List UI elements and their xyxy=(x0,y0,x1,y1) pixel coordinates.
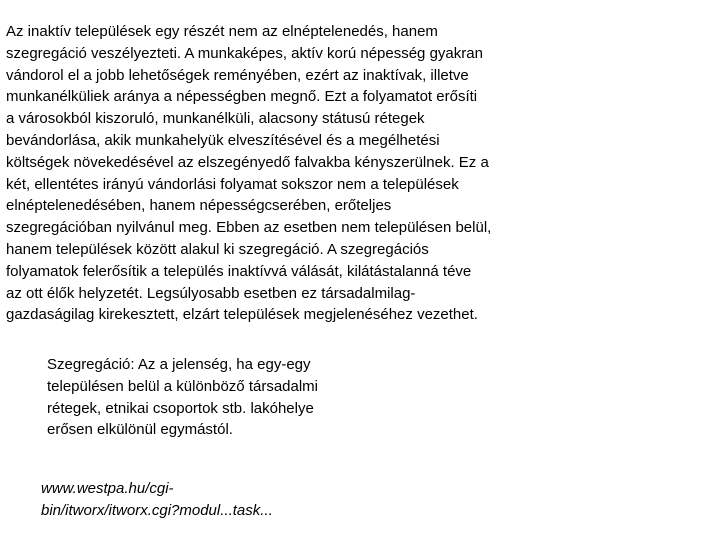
paragraph-line: vándorol el a jobb lehetőségek reményében, ezért az inaktívak, illetve xyxy=(6,66,469,84)
definition-line: Szegregáció: Az a jelenség, ha egy-egy xyxy=(47,356,311,373)
paragraph-line: szegregáció veszélyezteti. A munkaképes, aktív korú népesség gyakran xyxy=(6,44,483,62)
source-link[interactable] xyxy=(41,478,341,522)
definition-line: településen belül a különböző társadalmi xyxy=(47,377,319,395)
source-link-line: bin/itworx/itworx.cgi?modul...task... xyxy=(41,501,273,519)
paragraph-line: költségek növekedésével az elszegényedő falvakba kényszerülnek. Ez a xyxy=(6,153,489,171)
paragraph-line: az ott élők helyzetét. Legsúlyosabb esetben ez társadalmilag- xyxy=(6,284,416,302)
paragraph-line: bevándorlása, akik munkahelyük elveszítésével és a megélhetési xyxy=(6,131,440,149)
paragraph-line: gazdaságilag kirekesztett, elzárt települések megjelenéséhez vezethet. xyxy=(6,306,478,324)
paragraph-line: munkanélküliek aránya a népességben megnő. Ezt a folyamatot erősíti xyxy=(6,88,478,106)
paragraph-line: hanem települések között alakul ki szegregáció. A szegregációs xyxy=(6,240,429,258)
paragraph-line: a városokból kiszoruló, munkanélküli, alacsony státusú rétegek xyxy=(6,110,425,128)
definition-box xyxy=(47,354,377,441)
paragraph-line: két, ellentétes irányú vándorlási folyamat sokszor nem a települések xyxy=(6,175,459,193)
source-link-line: www.westpa.hu/cgi- xyxy=(41,480,174,497)
definition-line: rétegek, etnikai csoportok stb. lakóhelye xyxy=(47,399,314,417)
paragraph-line: elnéptelenedésében, hanem népességcserében, erőteljes xyxy=(6,197,392,215)
paragraph-line: Az inaktív települések egy részét nem az elnéptelenedés, hanem xyxy=(6,23,438,40)
main-paragraph xyxy=(6,21,551,326)
paragraph-line: folyamatok felerősítik a település inaktívvá válását, kilátástalanná téve xyxy=(6,262,472,280)
definition-line: erősen elkülönül egymástól. xyxy=(47,421,233,439)
paragraph-line: szegregációban nyilvánul meg. Ebben az esetben nem településen belül, xyxy=(6,219,492,237)
